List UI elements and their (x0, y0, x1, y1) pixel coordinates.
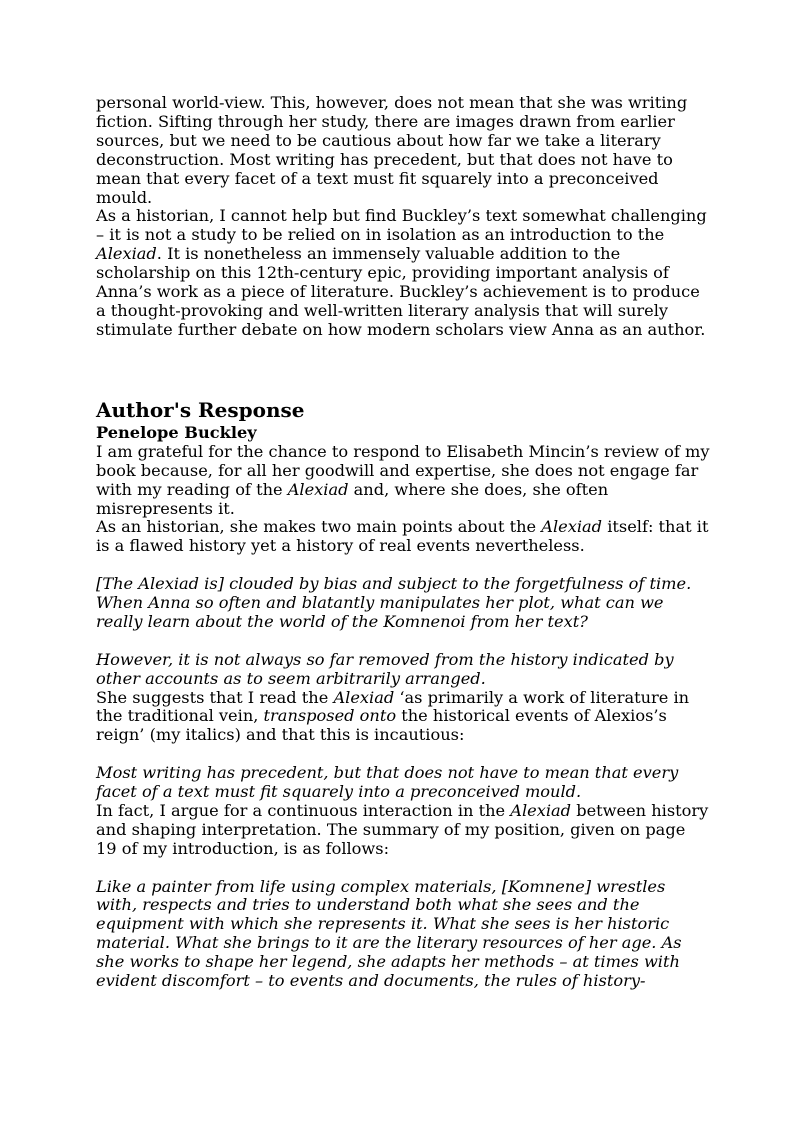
author-name: Penelope Buckley (96, 422, 257, 442)
text-run: and, where she does, she often misrepresents it. (96, 479, 609, 518)
review-paragraph-2 (96, 207, 710, 339)
blank-line (96, 632, 710, 651)
italic-title: Alexiad (541, 517, 603, 537)
review-paragraph-1: personal world-view. This, however, does not mean that she was writing fiction. Sifting through her study, there are images drawn from earlier sources, but we need to be cautious about how far we take a literary deconstruction. Most writing has precedent, but that does not have to mean that every facet of a text must fit squarely into a preconceived mould. (96, 93, 688, 207)
italic-title: Alexiad (287, 479, 349, 499)
text-run: the historical events of Alexios’s reign’ (my italics) and that this is incautious: (96, 706, 667, 745)
text-run: ‘as primarily a work of literature in the traditional vein, (96, 687, 690, 726)
block-quote-2: However, it is not always so far removed from the history indicated by other accounts as to seem arbitrarily arranged. (96, 649, 674, 688)
text-run: between history and shaping interpretation. The summary of my position, given on page 19 of my introduction, is as follows: (96, 800, 709, 858)
blank-line (96, 859, 710, 878)
italic-emphasis: transposed onto (263, 706, 397, 726)
text-run: As a historian, I cannot help but find Buckley’s text somewhat challenging – it is not a study to be relied on in isolation as an introduction to the (96, 206, 707, 245)
blank-line (96, 556, 710, 575)
block-quote-4: Like a painter from life using complex materials, [Komnene] wrestles with, respects and tries to understand both what she sees and the equipment with which she represents it. What she sees is her historic material. What she brings to it are the literary resources of her age. As she works to shape her legend, she adapts her methods – at times with evident discomfort – to events and documents, the rules of history- (96, 876, 682, 991)
response-paragraph-3 (96, 689, 710, 746)
response-paragraph-1 (96, 443, 710, 519)
section-gap (96, 340, 710, 397)
text-run: I am grateful for the chance to respond to Elisabeth Mincin’s review of my book because, for all her goodwill and expertise, she does not engage far with my reading of the (96, 441, 710, 499)
text-run: She suggests that I read the (96, 687, 334, 707)
block-quote-1: [The Alexiad is] clouded by bias and subject to the forgetfulness of time. When Anna so often and blatantly manipulates her plot, what can we really learn about the world of the Komnenoi from her text? (96, 574, 692, 631)
text-run: As an historian, she makes two main points about the (96, 517, 542, 537)
response-paragraph-4 (96, 802, 710, 859)
text-run: itself: that it is a flawed history yet a history of real events nevertheless. (96, 517, 709, 556)
text-run: . It is nonetheless an immensely valuable addition to the scholarship on this 12th-century epic, providing important analysis of Anna’s work as a piece of literature. Buckley’s achievement is to produce a thought-provoking and well-written literary analysis that will surely stimulate further debate on how modern scholars view Anna as an author. (96, 244, 706, 339)
text-run: In fact, I argue for a continuous interaction in the (96, 800, 511, 820)
response-paragraph-2 (96, 518, 710, 556)
block-quote-3: Most writing has precedent, but that does not have to mean that every facet of a text must fit squarely into a preconceived mould. (96, 763, 679, 802)
blank-line (96, 745, 710, 764)
italic-title: Alexiad (333, 687, 395, 707)
italic-title: Alexiad (510, 800, 572, 820)
section-heading: Author's Response (96, 397, 305, 422)
italic-title: Alexiad (96, 244, 157, 264)
